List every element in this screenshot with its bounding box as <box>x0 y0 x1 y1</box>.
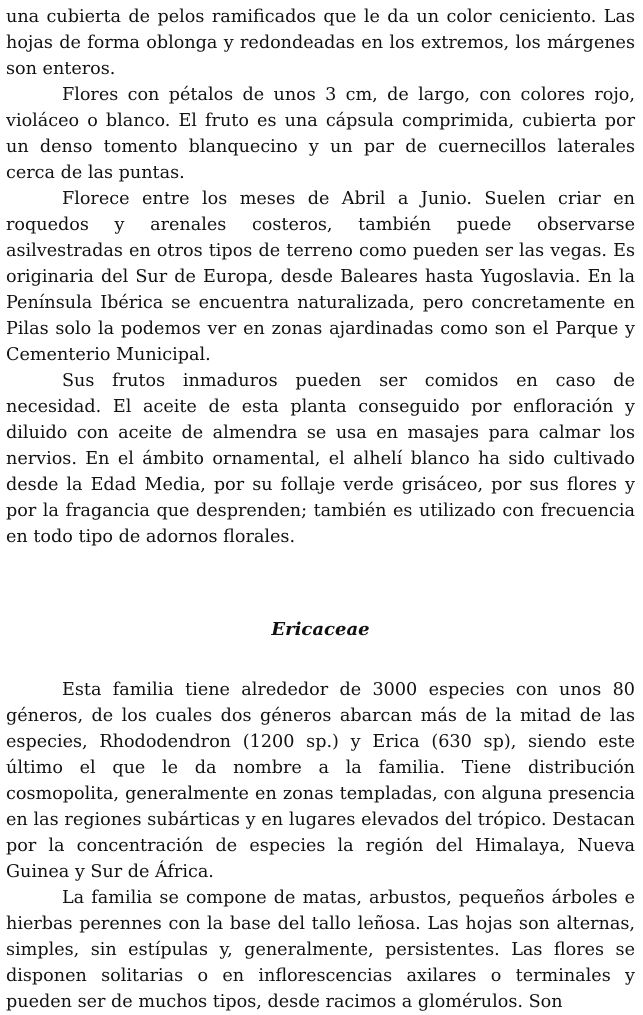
paragraph-flowering-habitat: Florece entre los meses de Abril a Junio. Suelen criar en roquedos y arenales costeros, también puede observarse asilvestradas en otros tipos de terreno como pueden ser las vegas. Es originaria del Sur de Europa, desde Baleares hasta Yugoslavia. En la Península Ibérica se encuentra naturalizada, pero concretamente en Pilas solo la podemos ver en zonas ajardinadas como son el Parque y Cementerio Municipal. <box>6 189 635 365</box>
section-heading: Ericaceae <box>271 619 370 640</box>
section-spacer <box>6 643 635 677</box>
paragraph-flowers: Flores con pétalos de unos 3 cm, de largo, con colores rojo, violáceo o blanco. El fruto es una cápsula comprimida, cubierta por un denso tomento blanquecino y un par de cuernecillos laterales cerca de las puntas. <box>6 85 635 183</box>
document-page <box>6 4 635 1015</box>
paragraph-family-description: La familia se compone de matas, arbustos, pequeños árboles e hierbas perennes con la base del tallo leñosa. Las hojas son alternas, simples, sin estípulas y, generalmente, persistentes. Las flores se disponen solitarias o en inflorescencias axilares o terminales y pueden ser de muchos tipos, desde racimos a glomérulos. Son <box>6 888 635 1012</box>
paragraph-family-overview: Esta familia tiene alrededor de 3000 especies con unos 80 géneros, de los cuales dos géneros abarcan más de la mitad de las especies, Rhododendron (1200 sp.) y Erica (630 sp), siendo este último el que le da nombre a la familia. Tiene distribución cosmopolita, generalmente en zonas templadas, con alguna presencia en las regiones subárticas y en lugares elevados del trópico. Destacan por la concentración de especies la región del Himalaya, Nueva Guinea y Sur de África. <box>6 680 635 882</box>
paragraph-uses: Sus frutos inmaduros pueden ser comidos en caso de necesidad. El aceite de esta planta conseguido por enfloración y diluido con aceite de almendra se usa en masajes para calmar los nervios. En el ámbito ornamental, el alhelí blanco ha sido cultivado desde la Edad Media, por su follaje verde grisáceo, por sus flores y por la fragancia que desprenden; también es utilizado con frecuencia en todo tipo de adornos florales. <box>6 371 635 547</box>
paragraph-continuation: una cubierta de pelos ramificados que le da un color ceniciento. Las hojas de forma oblonga y redondeadas en los extremos, los márgenes son enteros. <box>6 7 635 79</box>
section-spacer <box>6 550 635 617</box>
